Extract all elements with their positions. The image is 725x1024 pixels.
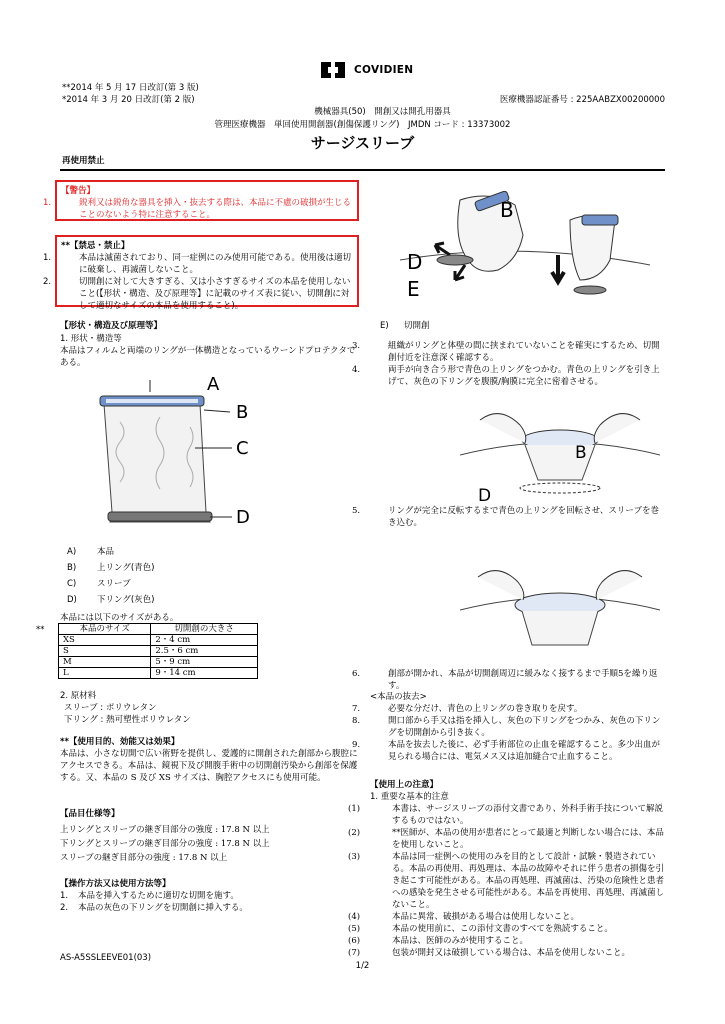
step-item: 5. リングが完全に反転するまで青色の上リングを回転させ、スリーブを巻き込む。 [352,506,659,528]
method-step: 1. 本品を挿入するために適切な切開を施す。 [60,891,239,901]
fig1-caption: E) 切開創 [380,321,430,331]
spec-line: 下リングとスリーブの継ぎ目部分の強度 : 17.8 N 以上 [60,839,270,849]
precaution-item: (6) 本品は、医師のみが使用すること。 [348,936,529,946]
steps-c [352,668,665,692]
lower-ring [520,483,600,493]
document-title: サージスリーブ [310,134,415,152]
legend-item: A) 本品 [67,547,115,557]
contraindication-item: 2. 切開創に対して大きすぎる、又は小さすぎるサイズの本品を使用しないこと(【形状・構造、及び原理等】に記載のサイズ表に従い、切開創に対して適切なサイズの本品を使用すること)。 [43,277,351,311]
step-item: 7. 必要な分だけ、青色の上リングの巻き取りを戻す。 [352,704,583,714]
steps-a [352,340,665,388]
precaution-item: (2) **医師が、本品の使用が患者にとって最適と判断しない場合には、本品を使用しないこと。 [348,828,664,850]
leader-b [204,410,230,412]
fig1-label-e: E [407,277,420,301]
contraindications-box [43,235,359,311]
table-row: S 2.5・6 cm [59,646,258,657]
material-line: スリーブ : ポリウレタン [64,703,157,713]
method-heading: 【操作方法又は使用方法等】 [60,879,171,889]
figure-label-b: B [236,402,249,423]
material-line: 下リング : 熱可塑性ポリウレタン [64,715,191,725]
specs-heading: 【品目仕様等】 [60,809,120,819]
lower-ring [108,512,212,521]
spec-line: スリーブの継ぎ目部分の強度 : 17.8 N 以上 [60,853,228,863]
precautions-heading: 【使用上の注意】 [370,780,439,790]
fig2-label-d: D [478,486,492,506]
step-item: 4. 両手が向き合う形で青色の上リングをつかむ。青色の上リングを引き上げて、灰色の下リングを腹膜/胸膜に完全に密着させる。 [352,365,660,387]
precautions-list [348,803,665,959]
rolled-figure [460,555,660,655]
materials-heading: 2. 原材料 [60,691,97,701]
fig1-label-b: B [500,198,514,222]
removal-steps [352,703,665,763]
removal-heading: <本品の抜去> [370,692,427,702]
fig2-label-b: B [575,443,587,463]
warning-box [43,180,359,221]
step-item: 9. 本品を抜去した後に、必ず手術部位の止血を確認すること。多少出血が見られる場合には、電気メス又は追加縫合で止血すること。 [352,740,661,762]
legend-item: C) スリーブ [67,579,131,589]
table-row: L 9・14 cm [59,668,258,679]
contraindication-item: 1. 本品は滅菌されており、同一症例にのみ使用可能である。使用後は適切に破棄し、再滅菌しないこと。 [43,253,352,275]
retraction-figure [460,395,660,500]
covidien-mark-icon [321,62,347,78]
sizes-marker: ** [36,625,45,635]
left-hand [478,571,524,600]
precaution-item: (4) 本品に異常、破損がある場合は使用しないこと。 [348,912,580,922]
sizes-intro: 本品には以下のサイズがある。 [60,613,179,623]
lower-ring [574,286,606,294]
sleeve-body [104,404,210,522]
warning-item: 1. 鋭利又は鋭角な器具を挿入・抜去する際は、本品に不慮の破損が生じることのないよう特に注意すること。 [43,198,352,220]
precautions-sub: 1. 重要な基本的注意 [370,792,449,802]
fig1-label-d: D [407,250,423,274]
spec-line: 上リングとスリーブの継ぎ目部分の強度 : 17.8 N 以上 [60,825,270,835]
category-line: 機械器具(50) 開創又は開孔用器具 [314,107,451,117]
purpose-text: 本品は、小さな切開で広い術野を提供し、愛護的に開創された創部から腹腔にアクセスできる。本品は、鏡視下及び開腹手術中の切開創汚染から創部を保護する。又、本品の S 及び XS サイズは、胸腔アクセスにも使用可能。 [60,749,358,783]
precaution-item: (7) 包装が開封又は破損している場合は、本品を使用しないこと。 [348,948,631,958]
left-hand [480,414,526,443]
shape-desc: 本品はフィルムと両端のリングが一体構造となっているウーンドプロテクタである。 [60,346,356,368]
precaution-item: (3) 本品は同一症例への使用のみを目的として設計・試験・製造されている。本品の再使用、再処理は、本品の故障やそれに伴う患者の損傷を引き起こす可能性がある。本品の再処理、再滅菌は、汚染の危険性と患者への感染を発生させる可能性がある。本品を再使用、再処理、再滅菌しないこと。 [348,852,665,910]
shape-sub1: 1. 形状・構造等 [60,334,122,344]
legend-item: D) 下リング(灰色) [67,595,155,605]
step-item: 3. 組織がリングと体壁の間に挟まれていないことを確実にするため、切開創付近を注意深く確認する。 [352,341,660,363]
doc-code: AS-A5SSLEEVE01(03) [60,953,152,963]
revision-2: *2014 年 3 月 20 日改訂(第 2 版) [62,95,195,105]
upper-ring [100,396,204,406]
warning-heading: 【警告】 [61,186,96,196]
right-hand [570,215,618,280]
lower-ring [437,255,473,265]
approval-number: 医療機器認証番号 : 225AABZX00200000 [499,95,665,105]
page-number: 1/2 [355,961,370,971]
precaution-item: (1) 本書は、サージスリーブの添付文書であり、外科手術手技について解説するものではない。 [348,804,663,826]
method-step: 2. 本品の灰色の下リングを切開創に挿入する。 [60,903,248,913]
size-table-header: 本品のサイズ 切開創の大きさ [59,624,258,635]
figure-label-d: D [236,507,250,528]
sleeve-body [522,611,598,645]
brand-logo [321,62,413,78]
size-table [58,623,258,679]
figure-legend [67,544,154,608]
down-arrow-icon [552,255,564,282]
purpose-heading: **【使用目的、効能又は効果】 [60,737,180,747]
device-line: 管理医療機器 単回使用開創器(創傷保護リング) JMDN コード : 13373002 [214,120,511,130]
right-hand [596,571,642,600]
arrow-icon [455,265,465,280]
figure-label-a: A [207,374,220,395]
figure-label-c: C [236,438,249,459]
table-row: XS 2・4 cm [59,635,258,646]
step-item: 8. 開口部から手又は指を挿入し、灰色の下リングをつかみ、灰色の下リングを切開創から引き抜く。 [352,716,661,738]
revision-3: **2014 年 5 月 17 日改訂(第 3 版) [62,83,199,93]
precaution-item: (5) 本品の使用前に、この添付文書のすべてを熟読すること。 [348,924,613,934]
table-row: M 5・9 cm [59,657,258,668]
shape-heading: 【形状・構造及び原理等】 [60,321,163,331]
contraindications-heading: **【禁忌・禁止】 [61,241,130,251]
steps-b [352,505,665,529]
step-item: 6. 創部が開かれ、本品が切開創周辺に緩みなく接するまで手順5を繰り返す。 [352,669,658,691]
insertion-figure [400,190,650,310]
header-rule [60,169,665,171]
reuse-prohibited: 再使用禁止 [62,156,105,166]
right-hand [594,414,640,443]
legend-item: B) 上リング(青色) [67,563,155,573]
arrow-icon [435,243,450,255]
brand-name: COVIDIEN [354,64,414,76]
